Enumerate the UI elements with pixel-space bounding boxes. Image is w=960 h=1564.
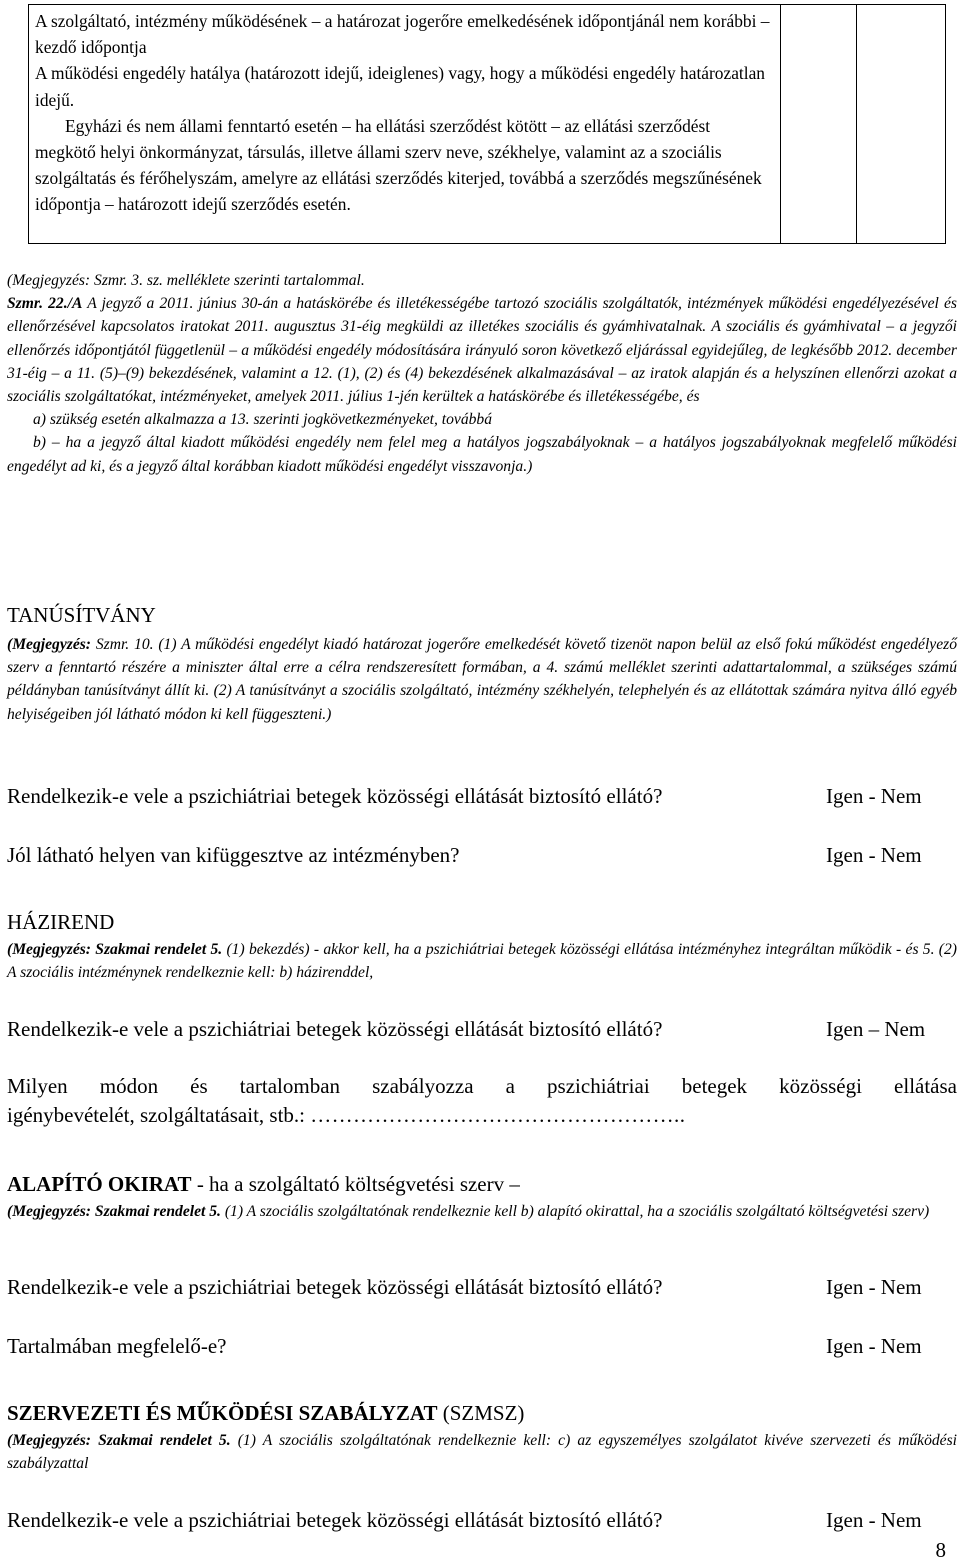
note-bold: (Megjegyzés: (7, 636, 91, 653)
question-line: igénybevételét, szolgáltatásait, stb.: (7, 1103, 311, 1127)
note-item-a: a) szükség esetén alkalmazza a 13. szerinti jogkövetkezményeket, továbbá (33, 411, 493, 429)
note-bold: (Megjegyzés: Szakmai rendelet 5. (7, 1203, 221, 1220)
note-item-b: b) – ha a jegyző által kiadott működési engedély nem felel meg a hatályos jogszabályoknak – a hatályos jogszabályoknak megfelelő működési engedélyt ad ki, és a jegyző által korábban kiadott működési engedélyt visszavonja.) (7, 434, 957, 475)
table-row (29, 5, 946, 244)
note-text: (1) bekezdés) - akkor kell, ha a pszichiátriai betegek közösségi ellátása intézményhez integráltan működik - és 5. (2) A szociális intézménynek rendelkeznie kell: b) házirenddel, (7, 941, 957, 982)
heading-bold: SZERVEZETI ÉS MŰKÖDÉSI SZABÁLYZAT (7, 1401, 438, 1425)
question-text: Rendelkezik-e vele a pszichiátriai betegek közösségi ellátását biztosító ellátó? (7, 784, 663, 808)
answer-choice[interactable]: Igen – Nem (826, 1017, 926, 1041)
answer-choice[interactable]: Igen - Nem (826, 1508, 922, 1532)
heading-rest: - ha a szolgáltató költségvetési szerv – (191, 1172, 520, 1196)
note-text: Szmr. 10. (1) A működési engedélyt kiadó határozat jogerőre emelkedését követő tizenöt napon belül az első fokú működést engedélyező szerv a fenntartó részére a miniszter által erre a célra rendszeresített formában, a 4. számú melléklet szerinti adattartalommal, a szükséges számú példányban tanúsítványt állít ki. (2) A tanúsítványt a szociális szolgáltató, intézmény székhelyén, telephelyén és az ellátottak számára nyitva álló egyéb helyiségeiben jól látható módon ki kell függeszteni.) (7, 636, 957, 723)
table-cell-empty (857, 5, 946, 244)
page-number: 8 (935, 1538, 946, 1562)
question-text: Rendelkezik-e vele a pszichiátriai betegek közösségi ellátását biztosító ellátó? (7, 1508, 663, 1532)
section-note (7, 1200, 957, 1223)
table-paragraph: A szolgáltató, intézmény működésének – a határozat jogerőre emelkedésének időpontjánál nem korábbi – kezdő időpontja (35, 11, 770, 58)
section-note (7, 1429, 957, 1475)
answer-choice[interactable]: Igen - Nem (826, 1334, 922, 1358)
table-paragraph: A működési engedély hatálya (határozott idejű, ideiglenes) vagy, hogy a működési engedély határozatlan idejű. (35, 63, 765, 110)
table-cell-description (29, 5, 781, 244)
section-heading: HÁZIREND (7, 910, 115, 934)
question-text: Rendelkezik-e vele a pszichiátriai betegek közösségi ellátását biztosító ellátó? (7, 1275, 663, 1299)
section-heading: TANÚSÍTVÁNY (7, 603, 156, 627)
note-text: A jegyző a 2011. június 30-án a hatáskörébe és illetékességébe tartozó szociális szolgáltatók, intézmények működési engedélyezésével és ellenőrzésével kapcsolatos iratokat 2011. augusztus 31-éig megküldi az illetékes szociális és gyámhivatalnak. A szociális és gyámhivatal – a jegyzői ellenőrzés időpontjától függetlenül – a működési engedély módosítására irányuló soron következő eljárással egyidejűleg, de legkésőbb 2012. december 31-éig – a 11. (5)–(9) bekezdésének, valamint a 12. (1), (2) és (4) bekezdésének alkalmazásával – az iratok alapján és a helyszínen ellenőrzi azokat a szociális szolgáltatókat, intézményeket, amelyek 2011. július 1-jén kerültek a hatáskörébe és illetékességébe, és (7, 295, 957, 406)
answer-blank[interactable]: …………………………………………….. (310, 1103, 686, 1127)
section-note (7, 633, 957, 726)
note-text: (1) A szociális szolgáltatónak rendelkeznie kell b) alapító okirattal, ha a szociális szolgáltató költségvetési szerv) (220, 1203, 930, 1220)
answer-choice[interactable]: Igen - Nem (826, 1275, 922, 1299)
note-bold: (Megjegyzés: Szakmai rendelet 5. (7, 941, 223, 958)
heading-bold: ALAPÍTÓ OKIRAT (7, 1172, 192, 1196)
question-text-long (7, 1072, 957, 1130)
note-line: (Megjegyzés: Szmr. 3. sz. melléklete szerinti tartalommal. (7, 272, 365, 289)
section-note (7, 938, 957, 984)
note-bold: (Megjegyzés: Szakmai rendelet 5. (7, 1432, 231, 1449)
note-text: (1) A szociális szolgáltatónak rendelkeznie kell: c) az egyszemélyes szolgálatot kivéve szervezeti és működési szabályzattal (7, 1432, 957, 1473)
answer-choice[interactable]: Igen - Nem (826, 784, 922, 808)
question-text: Jól látható helyen van kifüggesztve az intézményben? (7, 843, 460, 867)
note-block (7, 269, 957, 478)
question-text: Tartalmában megfelelő-e? (7, 1334, 227, 1358)
answer-choice[interactable]: Igen - Nem (826, 843, 922, 867)
table-paragraph: Egyházi és nem állami fenntartó esetén – ha ellátási szerződést kötött – az ellátási szerződést megkötő helyi önkormányzat, társulás, illetve állami szerv neve, székhelye, valamint az a szociális szolgáltatás és férőhelyszám, amelyre az ellátási szerződés kiterjed, továbbá a szerződés megszűnésének időpontja – határozott idejű szerződés esetén. (35, 115, 762, 215)
note-bold: Szmr. 22./A (7, 295, 83, 313)
question-text: Rendelkezik-e vele a pszichiátriai betegek közösségi ellátását biztosító ellátó? (7, 1017, 663, 1041)
table-cell-empty (781, 5, 857, 244)
section-heading (7, 1401, 524, 1425)
question-line: Milyen módon és tartalomban szabályozza a pszichiátriai betegek közösségi ellátása (7, 1074, 957, 1098)
section-heading (7, 1172, 520, 1196)
requirements-table (28, 4, 946, 244)
heading-rest: (SZMSZ) (437, 1401, 525, 1425)
